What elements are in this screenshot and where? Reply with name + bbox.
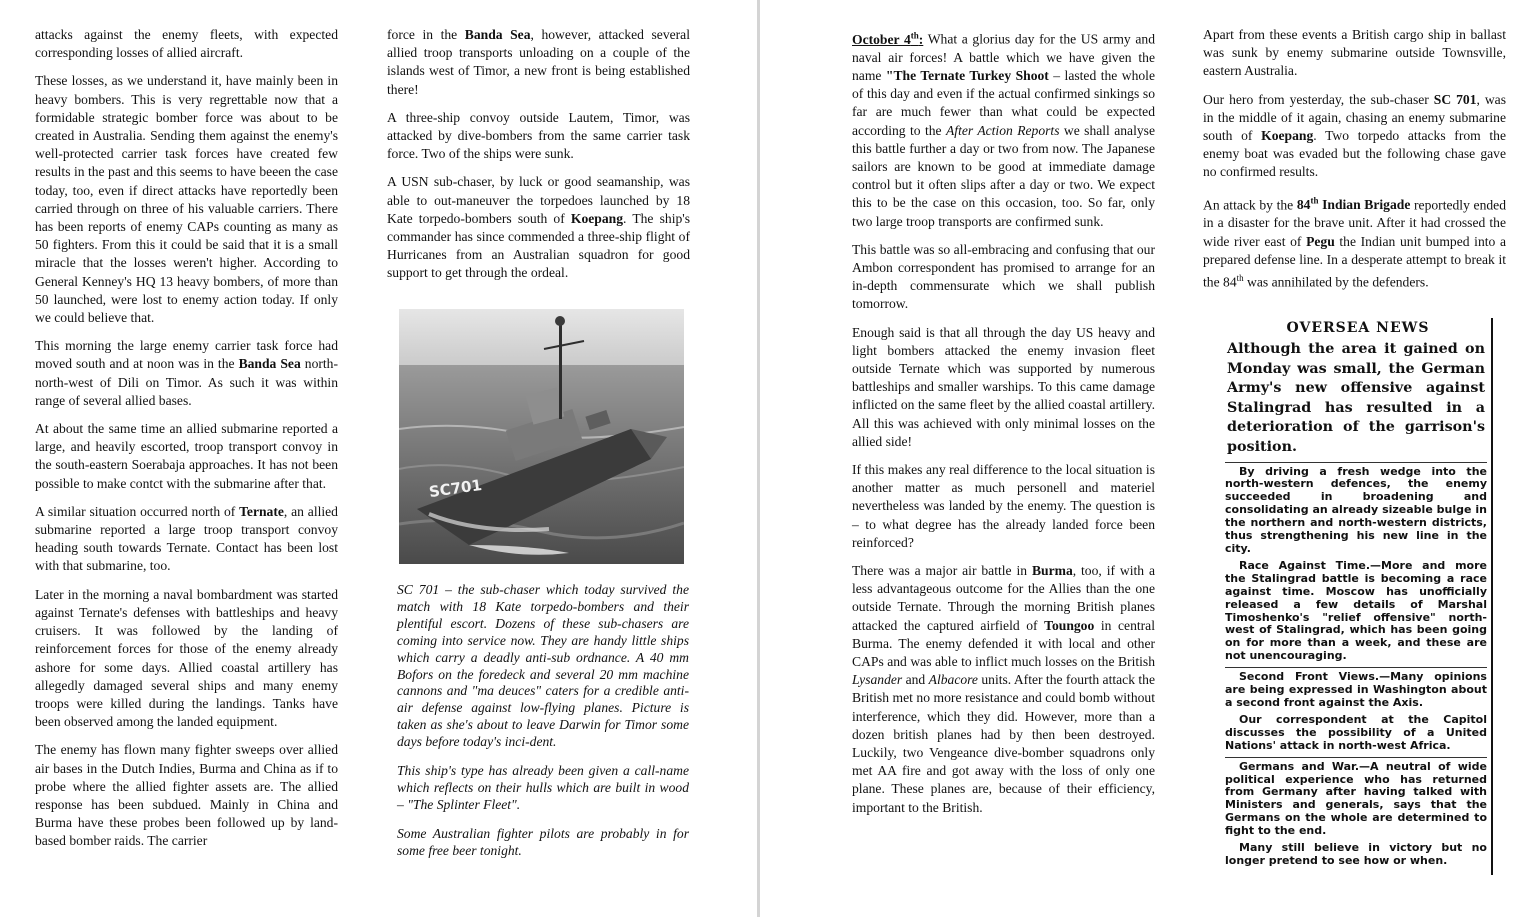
clipping-lead: Although the area it gained on Monday was small, the German Army's new offensive against Stalingrad has resulted in a deterioration of the garrison's position. bbox=[1227, 341, 1485, 455]
clipping-heading: OVERSEA NEWS bbox=[1286, 320, 1430, 336]
clipping-paragraph: Germans and War.—A neutral of wide political experience who has returned from Germany after having talked with Ministers and generals, says that the Germans on the whole are determined to fight to the end. bbox=[1225, 759, 1487, 838]
paragraph: attacks against the enemy fleets, with expected corresponding losses of allied aircraft. bbox=[35, 27, 338, 61]
caption-paragraph: This ship's type has already been given a call-name which reflects on their hulls which are built in wood – "The Splinter Fleet". bbox=[397, 763, 689, 812]
paragraph: Our hero from yesterday, the sub-chaser SC 701, was in the middle of it again, chasing an enemy submarine south of Koepang. Two torpedo attacks from the enemy boat was evaded but the following chase gave no confirmed results. bbox=[1203, 91, 1506, 180]
newspaper-clipping bbox=[1225, 318, 1493, 875]
caption-paragraph: SC 701 – the sub-chaser which today survived the match with 18 Kate torpedo-bombers and their plentiful escort. Dozens of these sub-chasers are coming into service now. They are handy little ships which carry a deadly anti-sub ordnance. A 40 mm Bofors on the foredeck and several 20 mm machine cannons and "ma deuces" caters for a credible anti-air defense against low-flying planes. Picture is taken as she's about to leave Darwin for Timor some days before today's inci-dent. bbox=[397, 582, 689, 750]
clipping-paragraph: Many still believe in victory but no longer pretend to see how or when. bbox=[1225, 841, 1487, 867]
paragraph: The enemy has flown many fighter sweeps over allied air bases in the Dutch Indies, Burma and China as if to probe where the allied fighter assets are. The allied response has been subdued. Mainly in China and Burma have these probes been followed up by land-based bomber raids. The carrier bbox=[35, 742, 338, 849]
left-column-1 bbox=[35, 26, 338, 861]
paragraph: At about the same time an allied submarine reported a large, and heavily escorted, troop transport convoy in the south-eastern Soerabaja approaches. It has not been possible to make contct with the submarine after that. bbox=[35, 421, 338, 491]
paragraph: Apart from these events a British cargo ship in ballast was sunk by enemy submarine outside Townsville, eastern Australia. bbox=[1203, 27, 1506, 79]
paragraph: A USN sub-chaser, by luck or good seamanship, was able to out-maneuver the torpedoes launched by 18 Kate torpedo-bombers south of Koepang. The ship's commander has since commended a three-ship flight of Hurricanes from an Australian squadron for good support to get through the ordeal. bbox=[387, 174, 691, 281]
clipping-paragraph: By driving a fresh wedge into the north-western defences, the enemy succeeded in broadening and consolidating an already sizeable bulge in the northern and north-western districts, thus strengthening his new line in the city. bbox=[1225, 464, 1487, 555]
right-column-1 bbox=[852, 26, 1155, 827]
divider bbox=[1225, 462, 1487, 463]
paragraph: There was a major air battle in Burma, too, if with a less advantageous outcome for the Allies than the one outside Ternate. Through the morning British planes attacked the captured airfield of Toungoo in central Burma. The enemy defended it with local and other CAPs and was able to inflict much losses on the British Lysander and Albacore units. After the fourth attack the British met no more resistance and could bomb without interference, which they did. However, more than a dozen british planes had by then been destroyed. Luckily, two Vengeance dive-bomber squadrons only met AA fire and got away with the loss of only one plane. These planes are, because of their efficiency, important to the British. bbox=[852, 563, 1156, 815]
paragraph: This battle was so all-embracing and confusing that our Ambon correspondent has promised to arrange for an in-depth commensurate which we shall publish tomorrow. bbox=[852, 241, 1155, 312]
paragraph: October 4th: What a glorius day for the US army and naval air forces! A battle which we have given the name "The Ternate Turkey Shoot – lasted the whole of this day and even if the actual confirmed sinkings so far are much fewer than what could be expected according to the After Action Reports we shall analyse this battle further a day or two from now. The Japanese sailors are known to be good at immediate damage control but it often slips after a day or two. We expect this to be the case on this occasion, too. So far, only two large troop transports are confirmed sunk. bbox=[852, 30, 1155, 229]
right-column-2 bbox=[1203, 26, 1506, 302]
clipping-paragraph: Race Against Time.—More and more the Stalingrad battle is becoming a race against time. Moscow has unofficially released a few details of Marshal Timoshenko's "relief offensive" north-west of Stalingrad, which has been going on for more than a week, and these are not unencouraging. bbox=[1225, 558, 1487, 663]
divider bbox=[1225, 757, 1487, 758]
paragraph: force in the Banda Sea, however, attacked several allied troop transports unloading on a couple of the islands west of Timor, a new front is being established there! bbox=[387, 27, 690, 97]
paragraph: This morning the large enemy carrier task force had moved south and at noon was in the Banda Sea north-north-west of Dili on Timor. As such it was within range of several allied bases. bbox=[35, 338, 339, 408]
paragraph: A three-ship convoy outside Lautem, Timor, was attacked by dive-bombers from the same carrier task force. Two of the ships were sunk. bbox=[387, 109, 690, 162]
left-column-2 bbox=[387, 26, 690, 293]
paragraph: Later in the morning a naval bombardment was started against Ternate's defenses with battleships and heavy cruisers. It was followed by the landing of reinforcement forces for those of the enemy already ashore for some days. Allied coastal artillery has allegedly damaged several ships and many enemy troops were killed during the landings. Tanks have been observed among the landed equipment. bbox=[35, 586, 338, 730]
paragraph: A similar situation occurred north of Ternate, an allied submarine reported a large troop transport convoy heading south towards Ternate. Contact has been lost with that submarine, too. bbox=[35, 503, 338, 574]
paragraph: An attack by the 84th Indian Brigade reportedly ended in a disaster for the brave unit. After it had crossed the wide river east of Pegu the Indian unit bumped into a prepared defense line. In a desperate attempt to break it the 84th was annihilated by the defenders. bbox=[1203, 195, 1506, 290]
hull-number: SC701 bbox=[427, 475, 484, 502]
paragraph: Enough said is that all through the day US heavy and light bombers attacked the enemy invasion fleet outside Ternate which was supported by numerous battleships and smaller warships. To this came damage inflicted on the same fleet by the allied coastal artillery. All this was achieved with only minimal losses on the allied side! bbox=[852, 324, 1155, 449]
sub-chaser-photo bbox=[399, 309, 684, 564]
caption-paragraph: Some Australian fighter pilots are probably in for some free beer tonight. bbox=[397, 825, 689, 858]
clipping-paragraph: Our correspondent at the Capitol discusses the possibility of a United Nations' attack in north-west Africa. bbox=[1225, 712, 1487, 752]
divider bbox=[1225, 667, 1487, 668]
paragraph: These losses, as we understand it, have mainly been in heavy bombers. This is very regrettable now that a formidable strategic bomber force was about to be created in Australia. Sending them against the enemy's well-protected carrier task forces have created few results in the past and this seems to have beeen the case today, too, even if direct attacks have reportedly been carried through on three of his valuable carriers. There has been reports of enemy CAPs counting as many as 50 fighters. From this it could be said that it is a small miracle that the losses weren't higher. According to General Kenney's HQ 13 heavy bombers, of more than 50 launched, were lost to enemy action today. If only we could believe that. bbox=[35, 73, 338, 326]
paragraph: If this makes any real difference to the local situation is another matter as much personell and materiel nevertheless was landed by the enemy. The question is – to what degree has the already landed force been reinforced? bbox=[852, 462, 1155, 550]
left-page bbox=[0, 0, 757, 917]
clipping-paragraph: Second Front Views.—Many opinions are being expressed in Washington about a second front against the Axis. bbox=[1225, 670, 1487, 709]
photo-caption bbox=[397, 582, 689, 872]
date-heading: October 4th: bbox=[852, 30, 924, 47]
